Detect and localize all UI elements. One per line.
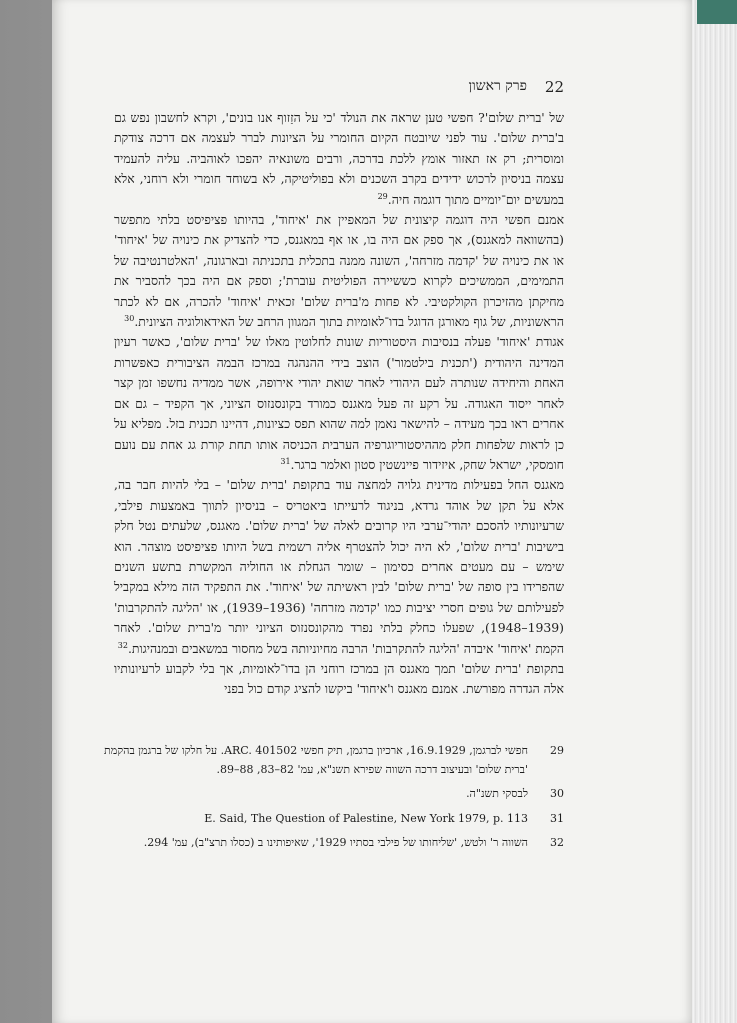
page-number: 22 [544, 78, 564, 96]
footnote-text: לבסקי תשנ"ה. [466, 787, 528, 800]
footnote-ref-31: 31 [280, 456, 291, 466]
footnote-ref-30: 30 [124, 313, 135, 323]
footnote-30 [102, 785, 564, 804]
footnote-text: השווה ר' ולטש, 'שליחותו של פילבי בסתיו 1929', שאיפותינו ב (כסלו תרצ"ב), עמ' 294. [143, 836, 528, 849]
book-page [52, 0, 692, 1023]
footnote-number: 30 [550, 787, 564, 800]
paragraph-2: אמנם חפשי היה דוגמה קיצונית של המאפיין את 'איחוד', בהיותו פציפיסט בלתי מתפשר (בהשוואה למאגנס), אך ספק אם היה בו, או אף במאגנס, כדי להצדיק את כינויה של 'איחוד' או את כינויה של 'קדמה מזרחה', השונה ממנה בתכלית בתכניתה ובארגונה, 'האלטרנטיבה של התמימים, הממשיכים לקרוא כששיירה הפוליטית עוברת'; וספק אם היה בכך להסביר את מחיקתן מהזיכרון הקולקטיבי. לא פחות מ'ברית שלום' זכאית 'איחוד' להכרה, אם לא לכתר הראשוניות, של גוף מאורגן הדוגל בדו־לאומיות בתוך המגוון הרחב של האידאולוגיה הציונית.$^{30}$ [114, 212, 564, 330]
paragraph-4: מאגנס החל בפעילות מדינית גלויה למחצה עוד בתקופת 'ברית שלום' – בלי להיות חבר בה, אלא על תקן של אוהד גרדא, בניגוד לרעייתו ביאטריס – בניסיון לתווך באמצעות פילבי, שרעיונותיו להסכם יהודי־ערבי היו קרובים לאלה של 'ברית שלום'. מאגנס, שלעתים נטל חלק בישיבות 'ברית שלום', לא היה יכול להצטרף אליה רשמית בשל היותו פציפיסט מוצהר. הוא שימש – עם מעטים אחרים כסימון – שומר הגחלת או החוליה המקשרת בתשע השנים שהפרידו בין סופה של 'ברית שלום' לבין ראשיתה של 'איחוד'. את התפקיד הזה מילא במקביל לפעילותם של גופים חסרי יציבות כמו 'קדמה מזרחה' (1936–1939), או 'הליגה להתקרבות' (1939–1948), שפעלו כחלק בלתי נפרד מהקונסנזוס הציוני יותר מ'ברית שלום'. לאחר הקמת 'איחוד' איבדה 'הליגה להתקרבות' הרבה מחיוניותה בשל מחסור במשאבים ובמנהיגות.$^{32}$ [114, 477, 564, 656]
footnotes [102, 742, 564, 859]
footnote-ref-29: 29 [377, 191, 388, 201]
footnote-text: חפשי לברגמן, 16.9.1929, ארכיון ברגמן, תיק חפשי ARC. 401502. על חלקו של ברגמן בהקמת 'ברית שלום' ובעיצוב דרכה השווה שפירא תשנ"א, עמ' 82–83, 88–89. [104, 744, 528, 776]
paragraph-3: אגודת 'איחוד' פעלה בנסיבות היסטוריות שונות לחלוטין מאלו של 'ברית שלום', כאשר רעיון המדינה היהודית ('תכנית בילטמור') הוצב בידי ההנהגה במרכז הבמה הציבורית כאפשרות האחת והיחידה שנותרה לעם היהודי לאחר שואת יהודי אירופה, אשר ממדיה נחשפו זמן קצר לאחר ייסוד האגודה. על רקע זה פעל מאגנס כמורד בקונסנזוס הציוני, אך הקפיד – גם אם אחרים ראו בכך מעידה – להישאר נאמן למה שהוא תפס כציונות, דהיינו תכנית בזל. מפליא על כן לראות שלפחות חלק מההיסטוריוגרפיה הערבית הכניסה אותו תחת קורת גג אחת עם נועם חומסקי, ישראל שחק, איזידור פיינשטין סטון ואלמר ברגר.$^{31}$ [114, 334, 564, 472]
footnote-31 [102, 810, 564, 829]
book-cover-edge [697, 0, 737, 24]
running-header [52, 78, 692, 100]
paragraph-1: של 'ברית שלום'? חפשי טען שראה את הנולד 'כי על הזַזוף אנו בונים', וקרא לחשבון נפש גם ב'ברית שלום'. עוד לפני שיובטח הקיום החומרי על הציונות לברר לעצמה אם דרכה צודקת ומוסרית; רק אז תאזור אומץ ללכת בדרכה, ורבים משונאיה יהפכו לאוהביה. עליה להעמיד עצמה בניסיון לרכוש ידידים בקרב השכנים ולא בפוליטיקה, לא בשוחד חומרי ולא רוחני, אלא במעשים יום־יומיים מתוך דוגמה חיה.$^{29}$ [114, 110, 564, 207]
footnote-number: 29 [550, 744, 564, 757]
chapter-title: פרק ראשון [468, 78, 527, 94]
paragraph-5: בתקופת 'ברית שלום' תמך מאגנס הן במרכז רוחני הן בדו־לאומיות, אך בלי לקבוע לרעיונותיו אלה הגדרה מפורשת. אמנם מאגנס ו'איחוד' ביקשו להציג קודם כול בפני [114, 660, 564, 697]
footnote-32 [102, 834, 564, 853]
footnote-number: 31 [550, 811, 564, 825]
body-text [114, 108, 564, 700]
footnote-text: E. Said, The Question of Palestine, New York 1979, p. 113 [204, 811, 528, 825]
footnote-number: 32 [550, 836, 564, 849]
footnote-29 [102, 742, 564, 779]
footnote-ref-32: 32 [117, 640, 128, 650]
